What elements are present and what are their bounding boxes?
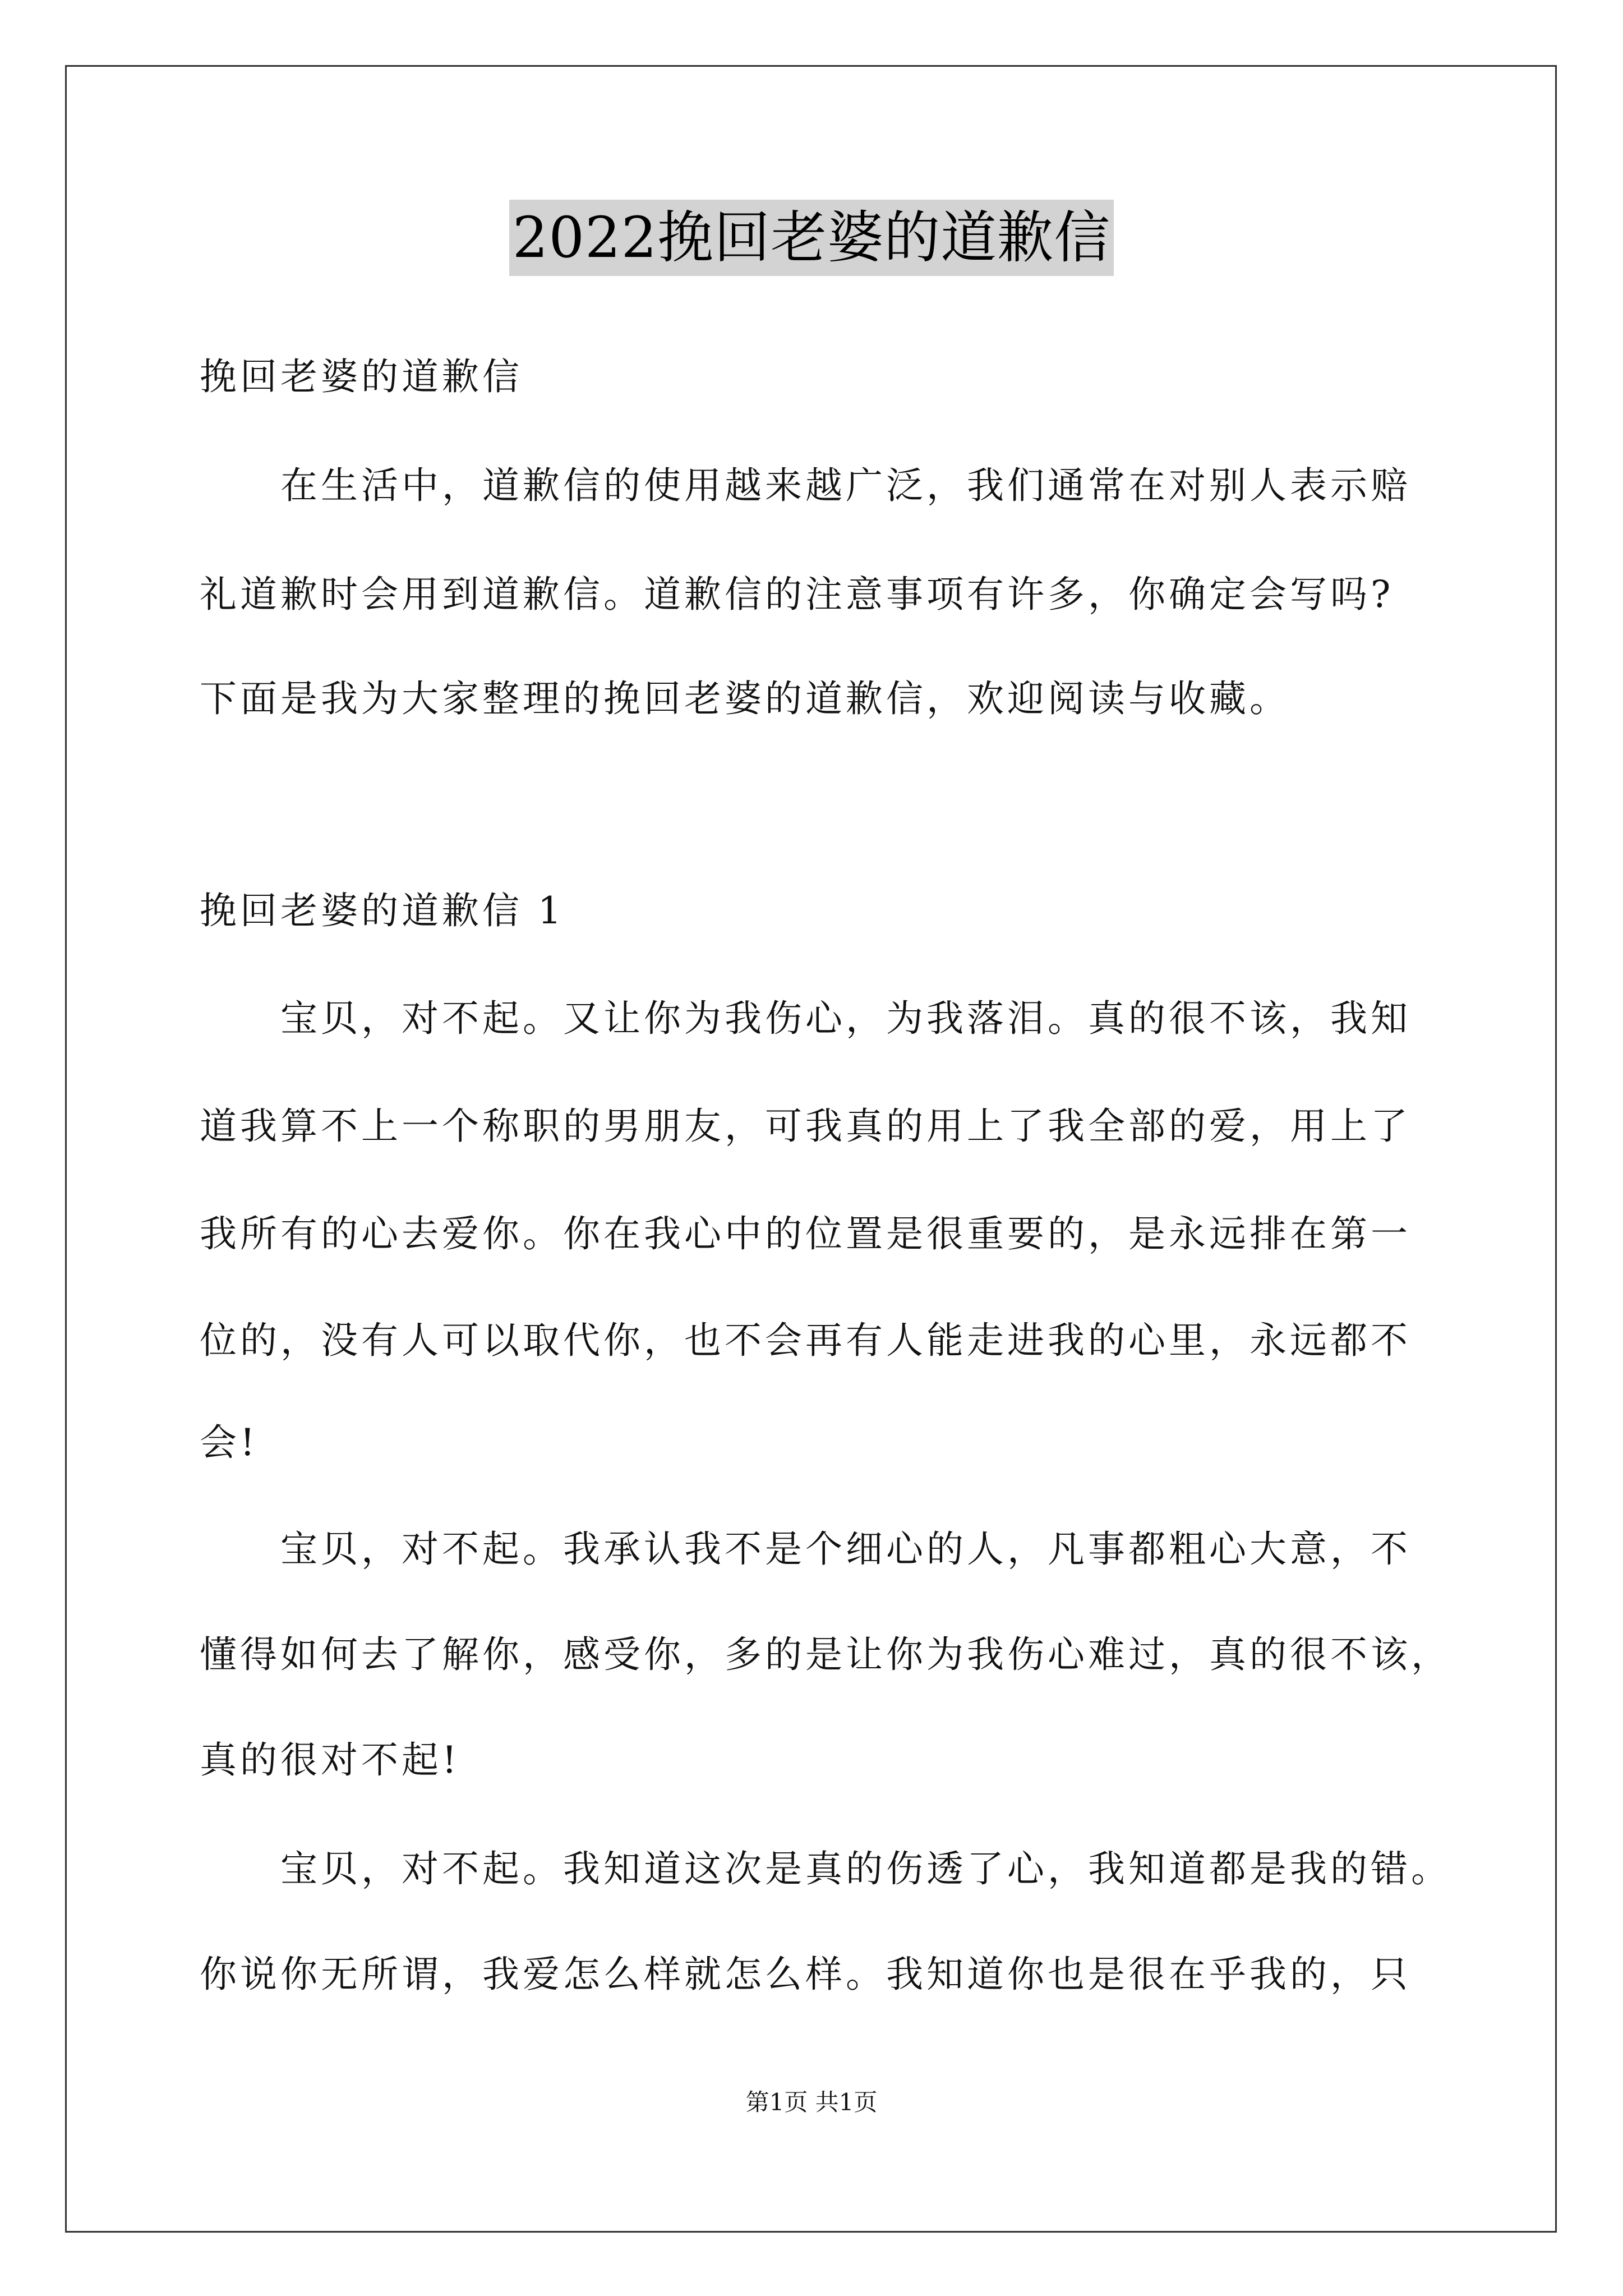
paragraph-line: 我所有的心去爱你。你在我心中的位置是很重要的，是永远排在第一 [200, 1212, 1411, 1255]
page-footer: 第1页 共1页 [745, 2088, 878, 2116]
document-title: 2022挽回老婆的道歉信 [509, 200, 1114, 276]
subtitle: 挽回老婆的道歉信 [200, 355, 523, 398]
paragraph-line: 宝贝，对不起。又让你为我伤心，为我落泪。真的很不该，我知 [280, 997, 1411, 1040]
paragraph-line: 真的很对不起! [200, 1738, 460, 1782]
paragraph-line: 你说你无所谓，我爱怎么样就怎么样。我知道你也是很在乎我的，只 [200, 1953, 1411, 1996]
paragraph-line: 宝贝，对不起。我知道这次是真的伤透了心，我知道都是我的错。 [280, 1847, 1451, 1890]
intro-line: 下面是我为大家整理的挽回老婆的道歉信，欢迎阅读与收藏。 [200, 677, 1290, 720]
paragraph-line: 宝贝，对不起。我承认我不是个细心的人，凡事都粗心大意，不 [280, 1527, 1411, 1571]
intro-line: 礼道歉时会用到道歉信。道歉信的注意事项有许多，你确定会写吗? [200, 573, 1394, 616]
paragraph-line: 会! [200, 1421, 259, 1464]
title-container [0, 200, 1623, 276]
paragraph-line: 位的，没有人可以取代你，也不会再有人能走进我的心里，永远都不 [200, 1319, 1411, 1362]
paragraph-line: 道我算不上一个称职的男朋友，可我真的用上了我全部的爱，用上了 [200, 1105, 1411, 1148]
paragraph-line: 懂得如何去了解你，感受你，多的是让你为我伤心难过，真的很不该， [200, 1633, 1451, 1676]
section-heading: 挽回老婆的道歉信 1 [200, 889, 565, 932]
intro-line: 在生活中，道歉信的使用越来越广泛，我们通常在对别人表示赔 [280, 464, 1411, 507]
